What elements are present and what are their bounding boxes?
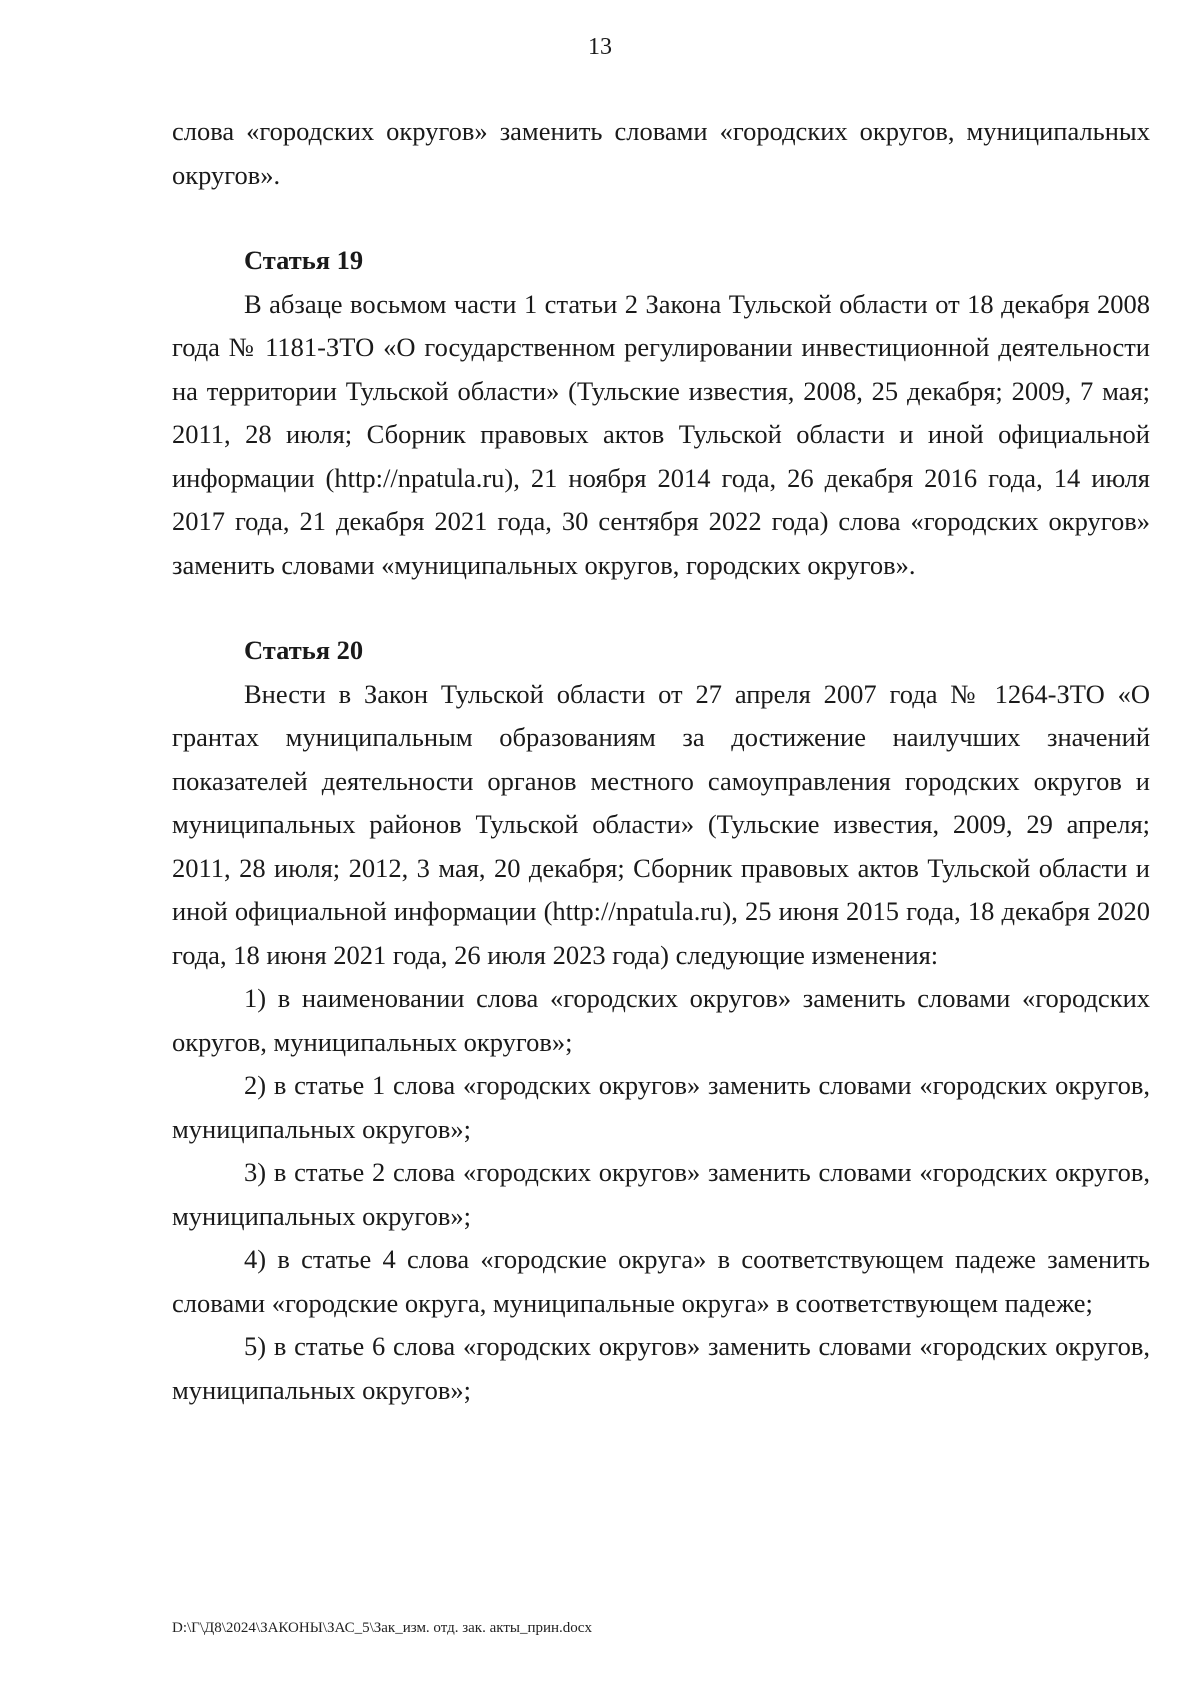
list-item-4: 4) в статье 4 слова «городские округа» в соответствующем падеже заменить словами «городские округа, муниципальные округа» в соответствующем падеже; (172, 1244, 1150, 1318)
article-20-paragraph: Внести в Закон Тульской области от 27 апреля 2007 года № 1264-ЗТО «О грантах муниципальным образованиям за достижение наилучших значений показателей деятельности органов местного самоуправления городских округов и муниципальных районов Тульской области» (Тульские известия, 2009, 29 апреля; 2011, 28 июля; 2012, 3 мая, 20 декабря; Сборник правовых актов Тульской области и иной официальной информации (http://npatula.ru), 25 июня 2015 года, 18 декабря 2020 года, 18 июня 2021 года, 26 июля 2023 года) следующие изменения: (172, 678, 1150, 970)
list-item-1: 1) в наименовании слова «городских округов» заменить словами «городских округов, муниципальных округов»; (172, 983, 1150, 1057)
list-item-5: 5) в статье 6 слова «городских округов» заменить словами «городских округов, муниципальных округов»; (172, 1331, 1150, 1405)
footer-file-path: D:\Г\Д8\2024\ЗАКОНЫ\ЗАС_5\Зак_изм. отд. зак. акты_прин.docx (172, 1620, 592, 1636)
article-20-heading: Статья 20 (244, 635, 364, 665)
list-item-2: 2) в статье 1 слова «городских округов» заменить словами «городских округов, муниципальных округов»; (172, 1070, 1150, 1144)
article-19-paragraph: В абзаце восьмом части 1 статьи 2 Закона Тульской области от 18 декабря 2008 года № 1181-ЗТО «О государственном регулировании инвестиционной деятельности на территории Тульской области» (Тульские известия, 2008, 25 декабря; 2009, 7 мая; 2011, 28 июля; Сборник правовых актов Тульской области и иной официальной информации (http://npatula.ru), 21 ноября 2014 года, 26 декабря 2016 года, 14 июля 2017 года, 21 декабря 2021 года, 30 сентября 2022 года) слова «городских округов» заменить словами «муниципальных округов, городских округов». (172, 288, 1150, 580)
paragraph-continuation: слова «городских округов» заменить словами «городских округов, муниципальных округов». (172, 116, 1150, 190)
document-body (172, 110, 1150, 1412)
page-number: 13 (588, 34, 612, 60)
article-19-heading: Статья 19 (244, 245, 364, 275)
list-item-3: 3) в статье 2 слова «городских округов» заменить словами «городских округов, муниципальных округов»; (172, 1157, 1150, 1231)
